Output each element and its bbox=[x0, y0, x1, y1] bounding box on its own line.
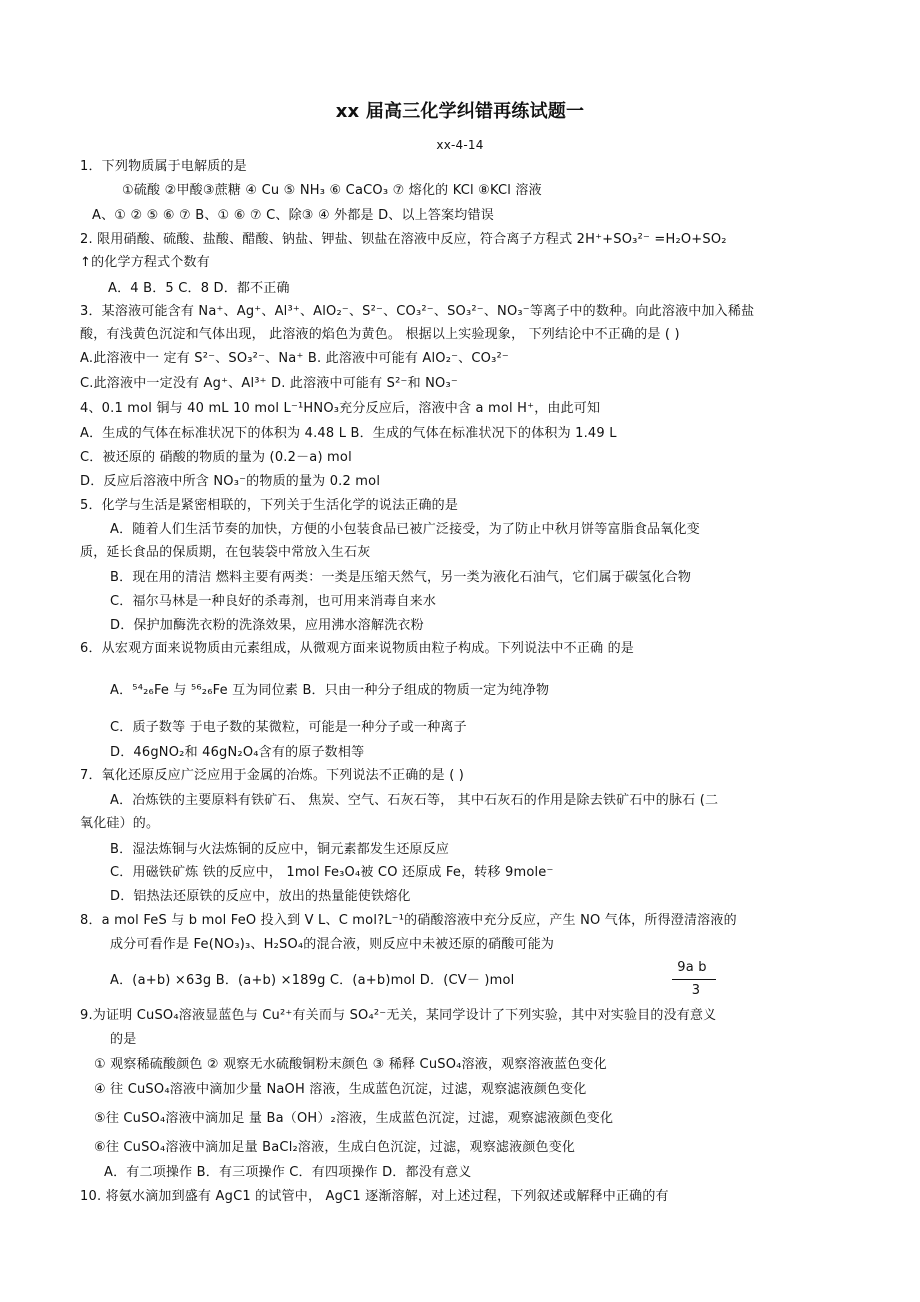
q9-stem: 9.为证明 CuSO₄溶液显蓝色与 Cu²⁺有关而与 SO₄²⁻无关，某同学设计了下列实验，其中对实验目的没有意义 bbox=[80, 1008, 717, 1023]
q1-items: ①硫酸 ②甲酸③蔗糖 ④ Cu ⑤ NH₃ ⑥ CaCO₃ ⑦ 熔化的 KCl ⑧KCl 溶液 bbox=[122, 183, 542, 198]
q3-stem-cont: 酸，有浅黄色沉淀和气体出现， 此溶液的焰色为黄色。 根据以上实验现象， 下列结论中不正确的是 ( ) bbox=[80, 327, 680, 342]
q9-step-4: ④ 往 CuSO₄溶液中滴加少量 NaOH 溶液，生成蓝色沉淀，过滤，观察滤液颜色变化 bbox=[94, 1082, 587, 1097]
q6-options-ab: A．⁵⁴₂₆Fe 与 ⁵⁶₂₆Fe 互为同位素 B．只由一种分子组成的物质一定为纯净物 bbox=[110, 683, 550, 698]
q3-options-ab: A.此溶液中一 定有 S²⁻、SO₃²⁻、Na⁺ B. 此溶液中可能有 AlO₂⁻、CO₃²⁻ bbox=[80, 351, 509, 366]
q7-option-a-cont: 氧化硅）的。 bbox=[80, 816, 160, 831]
page-title: xx 届高三化学纠错再练试题一 bbox=[335, 101, 585, 122]
q2-stem: 2. 限用硝酸、硫酸、盐酸、醋酸、钠盐、钾盐、钡盐在溶液中反应，符合离子方程式 2H⁺+SO₃²⁻ =H₂O+SO₂ bbox=[80, 232, 727, 247]
q7-stem: 7．氧化还原反应广泛应用于金属的冶炼。下列说法不正确的是 ( ) bbox=[80, 768, 465, 783]
q5-option-c: C．福尔马林是一种良好的杀毒剂，也可用来消毒自来水 bbox=[110, 594, 437, 609]
q9-options: A．有二项操作 B．有三项操作 C．有四项操作 D．都没有意义 bbox=[104, 1165, 472, 1180]
q7-option-d: D．铝热法还原铁的反应中，放出的热量能使铁熔化 bbox=[110, 889, 411, 904]
q8-fraction-numerator: 9a b bbox=[677, 960, 707, 975]
q6-option-d: D．46gNO₂和 46gN₂O₄含有的原子数相等 bbox=[110, 745, 365, 760]
q2-stem-cont: ↑的化学方程式个数有 bbox=[80, 255, 210, 270]
q6-stem: 6．从宏观方面来说物质由元素组成，从微观方面来说物质由粒子构成。下列说法中不正确 的是 bbox=[80, 641, 635, 656]
q8-fraction-denominator: 3 bbox=[691, 983, 701, 998]
q4-options-ab: A．生成的气体在标准状况下的体积为 4.48 L B．生成的气体在标准状况下的体积为 1.49 L bbox=[80, 426, 617, 441]
q6-option-c: C．质子数等 于电子数的某微粒，可能是一种分子或一种离子 bbox=[110, 720, 467, 735]
q4-option-c: C．被还原的 硝酸的物质的量为 (0.2－a) mol bbox=[80, 450, 352, 465]
q3-stem: 3．某溶液可能含有 Na⁺、Ag⁺、Al³⁺、AlO₂⁻、S²⁻、CO₃²⁻、SO₃²⁻、NO₃⁻等离子中的数种。向此溶液中加入稀盐 bbox=[80, 304, 755, 319]
q9-step-1-3: ① 观察稀硫酸颜色 ② 观察无水硫酸铜粉末颜色 ③ 稀释 CuSO₄溶液，观察溶液蓝色变化 bbox=[94, 1057, 607, 1072]
q5-option-a: A．随着人们生活节奏的加快，方便的小包装食品已被广泛接受，为了防止中秋月饼等富脂食品氧化变 bbox=[110, 522, 700, 537]
q4-option-d: D．反应后溶液中所含 NO₃⁻的物质的量为 0.2 mol bbox=[80, 474, 381, 489]
q10-stem: 10. 将氨水滴加到盛有 AgC1 的试管中， AgC1 逐渐溶解，对上述过程，下列叙述或解释中正确的有 bbox=[80, 1189, 669, 1204]
q8-stem-cont: 成分可看作是 Fe(NO₃)₃、H₂SO₄的混合液，则反应中未被还原的硝酸可能为 bbox=[110, 937, 555, 952]
q4-stem: 4、0.1 mol 铜与 40 mL 10 mol L⁻¹HNO₃充分反应后，溶液中含 a mol H⁺，由此可知 bbox=[80, 401, 601, 416]
q9-step-5: ⑤往 CuSO₄溶液中滴加足 量 Ba（OH）₂溶液，生成蓝色沉淀，过滤，观察滤液颜色变化 bbox=[94, 1111, 614, 1126]
q5-option-a-cont: 质，延长食品的保质期，在包装袋中常放入生石灰 bbox=[80, 545, 371, 560]
q9-stem-cont: 的是 bbox=[110, 1032, 137, 1047]
q8-options: A．(a+b) ×63g B．(a+b) ×189g C．(a+b)mol D．(CV－ )mol bbox=[110, 973, 515, 988]
q9-step-6: ⑥往 CuSO₄溶液中滴加足量 BaCl₂溶液，生成白色沉淀，过滤，观察滤液颜色变化 bbox=[94, 1140, 576, 1155]
q7-option-a: A．冶炼铁的主要原料有铁矿石、 焦炭、空气、石灰石等， 其中石灰石的作用是除去铁矿石中的脉石 (二 bbox=[110, 793, 719, 808]
q1-stem: 1．下列物质属于电解质的是 bbox=[80, 159, 247, 174]
date-line: xx-4-14 bbox=[436, 138, 484, 152]
q5-option-b: B．现在用的清洁 燃料主要有两类：一类是压缩天然气，另一类为液化石油气，它们属于碳氢化合物 bbox=[110, 570, 692, 585]
q5-stem: 5．化学与生活是紧密相联的，下列关于生活化学的说法正确的是 bbox=[80, 498, 459, 513]
q7-option-b: B．湿法炼铜与火法炼铜的反应中，铜元素都发生还原反应 bbox=[110, 842, 450, 857]
q7-option-c: C．用磁铁矿炼 铁的反应中， 1mol Fe₃O₄被 CO 还原成 Fe，转移 9mole⁻ bbox=[110, 865, 554, 880]
q1-options: A、① ② ⑤ ⑥ ⑦ B、① ⑥ ⑦ C、除③ ④ 外都是 D、以上答案均错误 bbox=[92, 208, 494, 223]
q8-fraction-bar bbox=[672, 979, 716, 980]
q5-option-d: D．保护加酶洗衣粉的洗涤效果，应用沸水溶解洗衣粉 bbox=[110, 618, 424, 633]
q3-options-cd: C.此溶液中一定没有 Ag⁺、Al³⁺ D. 此溶液中可能有 S²⁻和 NO₃⁻ bbox=[80, 376, 458, 391]
q2-options: A．4 B．5 C．8 D．都不正确 bbox=[108, 281, 290, 296]
q8-stem: 8．a mol FeS 与 b mol FeO 投入到 V L、C mol?L⁻¹的硝酸溶液中充分反应，产生 NO 气体，所得澄清溶液的 bbox=[80, 913, 737, 928]
